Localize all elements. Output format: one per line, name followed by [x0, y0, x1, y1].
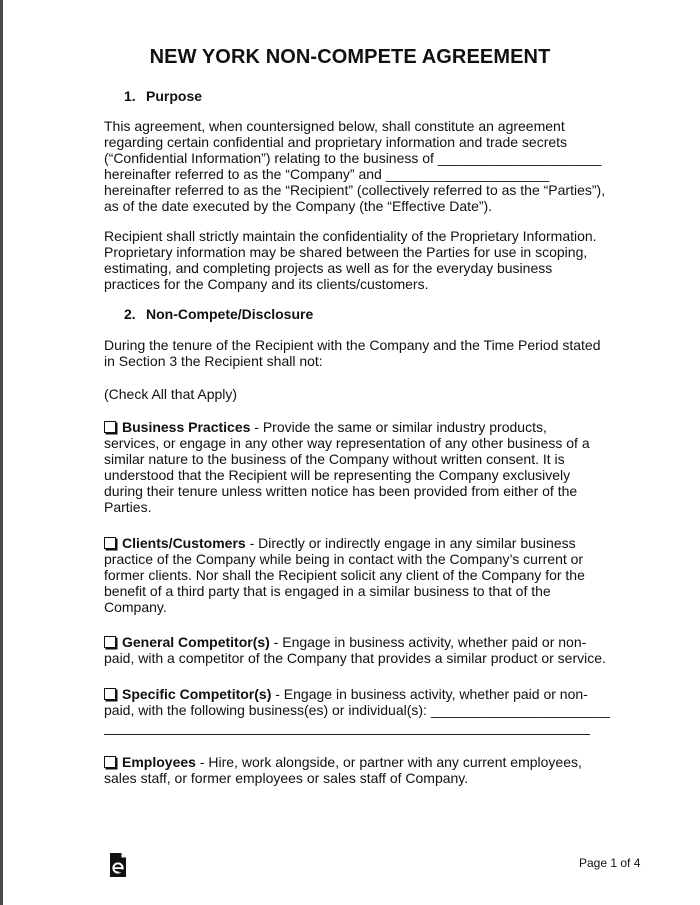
- checkbox-item-clients-customers: [104, 535, 604, 615]
- checkbox[interactable]: [104, 421, 116, 433]
- eforms-logo-icon: [108, 852, 128, 878]
- section-1-title: Purpose: [146, 88, 203, 104]
- text-line: Recipient shall strictly maintain the confidentiality of the Proprietary Information.: [104, 228, 597, 244]
- non-compete-intro: [104, 337, 604, 369]
- text-line: services, or engage in any other way representation of any other business of a: [104, 435, 590, 451]
- text-line: hereinafter referred to as the “Company” and _____________________: [104, 166, 550, 182]
- section-2-number: 2.: [124, 306, 136, 322]
- item-text: - Engage in business activity, whether paid or non-: [271, 686, 588, 702]
- checkbox-item-general-competitors: [104, 634, 604, 666]
- text-line: practice of the Company while being in contact with the Company’s current or: [104, 551, 584, 567]
- text-line: hereinafter referred to as the “Recipient” (collectively referred to as the “Parties”),: [104, 182, 606, 198]
- purpose-paragraph-2: [104, 228, 604, 292]
- text-line: in Section 3 the Recipient shall not:: [104, 353, 323, 369]
- checkbox-item-employees: [104, 754, 604, 786]
- purpose-paragraph-1: [104, 118, 604, 214]
- checkbox[interactable]: [104, 688, 116, 700]
- fill-in-line[interactable]: [104, 734, 590, 735]
- text-line: practices for the Company and its clients/customers.: [104, 276, 429, 292]
- item-text: - Provide the same or similar industry products,: [250, 419, 547, 435]
- item-text: - Hire, work alongside, or partner with any current employees,: [195, 754, 582, 770]
- text-line: as of the date executed by the Company (the “Effective Date”).: [104, 198, 493, 214]
- section-1-number: 1.: [124, 88, 136, 104]
- text-line: estimating, and completing projects as well as for the everyday business: [104, 260, 553, 276]
- text-line: Parties.: [104, 499, 152, 515]
- item-text: - Directly or indirectly engage in any similar business: [245, 535, 576, 551]
- item-label: Employees: [122, 754, 196, 770]
- checkbox-item-specific-competitors: [104, 686, 610, 718]
- page-number: Page 1 of 4: [579, 856, 641, 870]
- text-line: during their tenure unless written notice has been provided from either of the: [104, 483, 578, 499]
- page-edge: [0, 0, 3, 905]
- item-text: - Engage in business activity, whether paid or non-: [269, 634, 587, 650]
- document-title: NEW YORK NON-COMPETE AGREEMENT: [149, 46, 551, 68]
- text-line: During the tenure of the Recipient with the Company and the Time Period stated: [104, 337, 601, 353]
- text-line: (“Confidential Information”) relating to the business of _____________________: [104, 150, 602, 166]
- text-line: understood that the Recipient will be representing the Company exclusively: [104, 467, 571, 483]
- item-label: Business Practices: [122, 419, 251, 435]
- text-line: Proprietary information may be shared between the Parties for use in scoping,: [104, 244, 588, 260]
- section-2-heading: [124, 306, 313, 322]
- checkbox[interactable]: [104, 636, 116, 648]
- text-line: benefit of a third party that is engaged in a similar business to that of the: [104, 583, 551, 599]
- text-line: sales staff, or former employees or sales staff of Company.: [104, 770, 469, 786]
- check-all-note: (Check All that Apply): [104, 386, 238, 402]
- text-line: paid, with a competitor of the Company that provides a similar product or service.: [104, 650, 606, 666]
- section-2-title: Non-Compete/Disclosure: [146, 306, 314, 322]
- checkbox-item-business-practices: [104, 419, 604, 515]
- text-line: regarding certain confidential and proprietary information and trade secrets: [104, 134, 568, 150]
- checkbox[interactable]: [104, 756, 116, 768]
- section-1-heading: [124, 88, 202, 104]
- item-label: Clients/Customers: [122, 535, 246, 551]
- text-line: former clients. Nor shall the Recipient solicit any client of the Company for the: [104, 567, 585, 583]
- text-line: Company.: [104, 599, 167, 615]
- text-line: paid, with the following business(es) or individual(s): _______________________: [104, 702, 610, 718]
- checkbox[interactable]: [104, 537, 116, 549]
- item-label: General Competitor(s): [122, 634, 270, 650]
- text-line: This agreement, when countersigned below, shall constitute an agreement: [104, 118, 565, 134]
- item-label: Specific Competitor(s): [122, 686, 272, 702]
- text-line: similar nature to the business of the Company without written consent. It is: [104, 451, 565, 467]
